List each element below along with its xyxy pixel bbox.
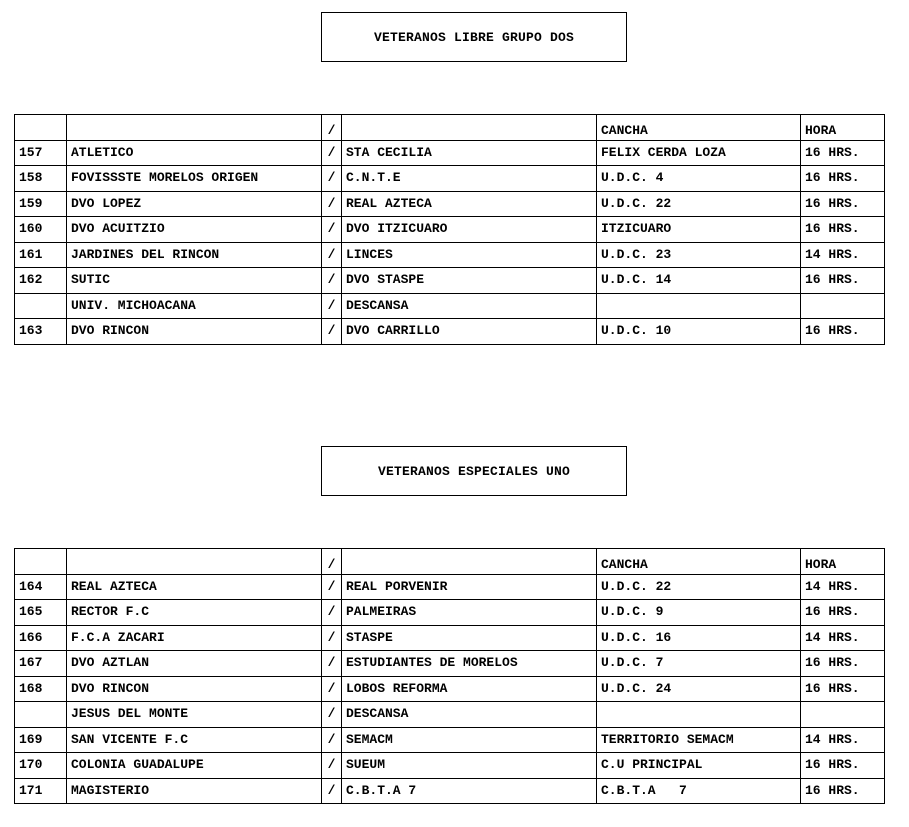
home-team-cell bbox=[67, 115, 322, 141]
field-cell: U.D.C. 16 bbox=[597, 625, 801, 651]
match-number-cell: 164 bbox=[15, 574, 67, 600]
field-cell: FELIX CERDA LOZA bbox=[597, 140, 801, 166]
versus-separator-cell: / bbox=[322, 115, 342, 141]
versus-separator-cell: / bbox=[322, 651, 342, 677]
match-number-cell: 165 bbox=[15, 600, 67, 626]
home-team-cell bbox=[67, 549, 322, 575]
time-cell: 16 HRS. bbox=[801, 753, 885, 779]
versus-separator-cell: / bbox=[322, 217, 342, 243]
field-cell: C.U PRINCIPAL bbox=[597, 753, 801, 779]
versus-separator-cell: / bbox=[322, 166, 342, 192]
home-team-cell: RECTOR F.C bbox=[67, 600, 322, 626]
table-row bbox=[15, 293, 885, 319]
versus-separator-cell: / bbox=[322, 727, 342, 753]
table-row bbox=[15, 625, 885, 651]
time-cell: 16 HRS. bbox=[801, 600, 885, 626]
section-title-especiales-uno: VETERANOS ESPECIALES UNO bbox=[321, 446, 627, 496]
section-title-libre-grupo-dos: VETERANOS LIBRE GRUPO DOS bbox=[321, 12, 627, 62]
time-cell: 14 HRS. bbox=[801, 625, 885, 651]
away-team-cell: DVO ITZICUARO bbox=[342, 217, 597, 243]
away-team-cell: STA CECILIA bbox=[342, 140, 597, 166]
versus-separator-cell: / bbox=[322, 268, 342, 294]
field-cell: U.D.C. 22 bbox=[597, 574, 801, 600]
time-cell: HORA bbox=[801, 115, 885, 141]
versus-separator-cell: / bbox=[322, 191, 342, 217]
field-cell: U.D.C. 9 bbox=[597, 600, 801, 626]
table-row bbox=[15, 574, 885, 600]
table-row bbox=[15, 651, 885, 677]
away-team-cell: SEMACM bbox=[342, 727, 597, 753]
match-number-cell: 158 bbox=[15, 166, 67, 192]
away-team-cell: ESTUDIANTES DE MORELOS bbox=[342, 651, 597, 677]
match-number-cell: 168 bbox=[15, 676, 67, 702]
time-cell: 16 HRS. bbox=[801, 217, 885, 243]
home-team-cell: REAL AZTECA bbox=[67, 574, 322, 600]
versus-separator-cell: / bbox=[322, 242, 342, 268]
field-cell: CANCHA bbox=[597, 115, 801, 141]
table-header-row bbox=[15, 115, 885, 141]
table-row bbox=[15, 191, 885, 217]
away-team-cell: STASPE bbox=[342, 625, 597, 651]
match-number-cell: 170 bbox=[15, 753, 67, 779]
table-header-row bbox=[15, 549, 885, 575]
home-team-cell: ATLETICO bbox=[67, 140, 322, 166]
time-cell: 14 HRS. bbox=[801, 242, 885, 268]
versus-separator-cell: / bbox=[322, 753, 342, 779]
versus-separator-cell: / bbox=[322, 625, 342, 651]
field-cell: ITZICUARO bbox=[597, 217, 801, 243]
match-number-cell bbox=[15, 702, 67, 728]
versus-separator-cell: / bbox=[322, 574, 342, 600]
field-cell: U.D.C. 22 bbox=[597, 191, 801, 217]
away-team-cell: DESCANSA bbox=[342, 293, 597, 319]
table-row bbox=[15, 778, 885, 804]
home-team-cell: DVO RINCON bbox=[67, 676, 322, 702]
table-row bbox=[15, 268, 885, 294]
match-number-cell: 160 bbox=[15, 217, 67, 243]
home-team-cell: FOVISSSTE MORELOS ORIGEN bbox=[67, 166, 322, 192]
home-team-cell: JESUS DEL MONTE bbox=[67, 702, 322, 728]
versus-separator-cell: / bbox=[322, 549, 342, 575]
match-number-cell: 163 bbox=[15, 319, 67, 345]
match-number-cell bbox=[15, 115, 67, 141]
match-number-cell bbox=[15, 549, 67, 575]
versus-separator-cell: / bbox=[322, 600, 342, 626]
time-cell: 14 HRS. bbox=[801, 574, 885, 600]
versus-separator-cell: / bbox=[322, 702, 342, 728]
time-cell: 16 HRS. bbox=[801, 166, 885, 192]
away-team-cell: SUEUM bbox=[342, 753, 597, 779]
away-team-cell: C.N.T.E bbox=[342, 166, 597, 192]
away-team-cell: DVO CARRILLO bbox=[342, 319, 597, 345]
away-team-cell bbox=[342, 115, 597, 141]
home-team-cell: COLONIA GUADALUPE bbox=[67, 753, 322, 779]
schedule-table-libre-grupo-dos bbox=[14, 114, 885, 345]
table-row bbox=[15, 702, 885, 728]
field-cell: U.D.C. 14 bbox=[597, 268, 801, 294]
home-team-cell: F.C.A ZACARI bbox=[67, 625, 322, 651]
away-team-cell: REAL PORVENIR bbox=[342, 574, 597, 600]
match-number-cell: 166 bbox=[15, 625, 67, 651]
match-number-cell: 159 bbox=[15, 191, 67, 217]
time-cell bbox=[801, 293, 885, 319]
away-team-cell bbox=[342, 549, 597, 575]
away-team-cell: REAL AZTECA bbox=[342, 191, 597, 217]
time-cell: 16 HRS. bbox=[801, 268, 885, 294]
schedule-table-especiales-uno bbox=[14, 548, 885, 804]
home-team-cell: JARDINES DEL RINCON bbox=[67, 242, 322, 268]
away-team-cell: DESCANSA bbox=[342, 702, 597, 728]
away-team-cell: LOBOS REFORMA bbox=[342, 676, 597, 702]
table-row bbox=[15, 600, 885, 626]
versus-separator-cell: / bbox=[322, 293, 342, 319]
away-team-cell: C.B.T.A 7 bbox=[342, 778, 597, 804]
table-row bbox=[15, 217, 885, 243]
match-number-cell: 171 bbox=[15, 778, 67, 804]
field-cell: C.B.T.A 7 bbox=[597, 778, 801, 804]
time-cell: 16 HRS. bbox=[801, 676, 885, 702]
home-team-cell: DVO RINCON bbox=[67, 319, 322, 345]
table-row bbox=[15, 676, 885, 702]
time-cell: 14 HRS. bbox=[801, 727, 885, 753]
home-team-cell: SUTIC bbox=[67, 268, 322, 294]
field-cell: U.D.C. 24 bbox=[597, 676, 801, 702]
match-number-cell: 167 bbox=[15, 651, 67, 677]
table-row bbox=[15, 242, 885, 268]
time-cell: 16 HRS. bbox=[801, 778, 885, 804]
match-number-cell: 162 bbox=[15, 268, 67, 294]
versus-separator-cell: / bbox=[322, 319, 342, 345]
field-cell: U.D.C. 23 bbox=[597, 242, 801, 268]
field-cell: TERRITORIO SEMACM bbox=[597, 727, 801, 753]
field-cell: U.D.C. 7 bbox=[597, 651, 801, 677]
field-cell bbox=[597, 293, 801, 319]
away-team-cell: DVO STASPE bbox=[342, 268, 597, 294]
time-cell: 16 HRS. bbox=[801, 191, 885, 217]
table-row bbox=[15, 140, 885, 166]
time-cell: 16 HRS. bbox=[801, 651, 885, 677]
match-number-cell bbox=[15, 293, 67, 319]
home-team-cell: MAGISTERIO bbox=[67, 778, 322, 804]
versus-separator-cell: / bbox=[322, 140, 342, 166]
time-cell bbox=[801, 702, 885, 728]
away-team-cell: LINCES bbox=[342, 242, 597, 268]
table-row bbox=[15, 319, 885, 345]
table-row bbox=[15, 166, 885, 192]
time-cell: HORA bbox=[801, 549, 885, 575]
match-number-cell: 169 bbox=[15, 727, 67, 753]
field-cell: CANCHA bbox=[597, 549, 801, 575]
table-row bbox=[15, 727, 885, 753]
home-team-cell: SAN VICENTE F.C bbox=[67, 727, 322, 753]
match-number-cell: 161 bbox=[15, 242, 67, 268]
away-team-cell: PALMEIRAS bbox=[342, 600, 597, 626]
field-cell: U.D.C. 4 bbox=[597, 166, 801, 192]
field-cell: U.D.C. 10 bbox=[597, 319, 801, 345]
home-team-cell: DVO AZTLAN bbox=[67, 651, 322, 677]
field-cell bbox=[597, 702, 801, 728]
time-cell: 16 HRS. bbox=[801, 319, 885, 345]
versus-separator-cell: / bbox=[322, 676, 342, 702]
home-team-cell: DVO LOPEZ bbox=[67, 191, 322, 217]
match-number-cell: 157 bbox=[15, 140, 67, 166]
table-row bbox=[15, 753, 885, 779]
home-team-cell: DVO ACUITZIO bbox=[67, 217, 322, 243]
home-team-cell: UNIV. MICHOACANA bbox=[67, 293, 322, 319]
versus-separator-cell: / bbox=[322, 778, 342, 804]
time-cell: 16 HRS. bbox=[801, 140, 885, 166]
